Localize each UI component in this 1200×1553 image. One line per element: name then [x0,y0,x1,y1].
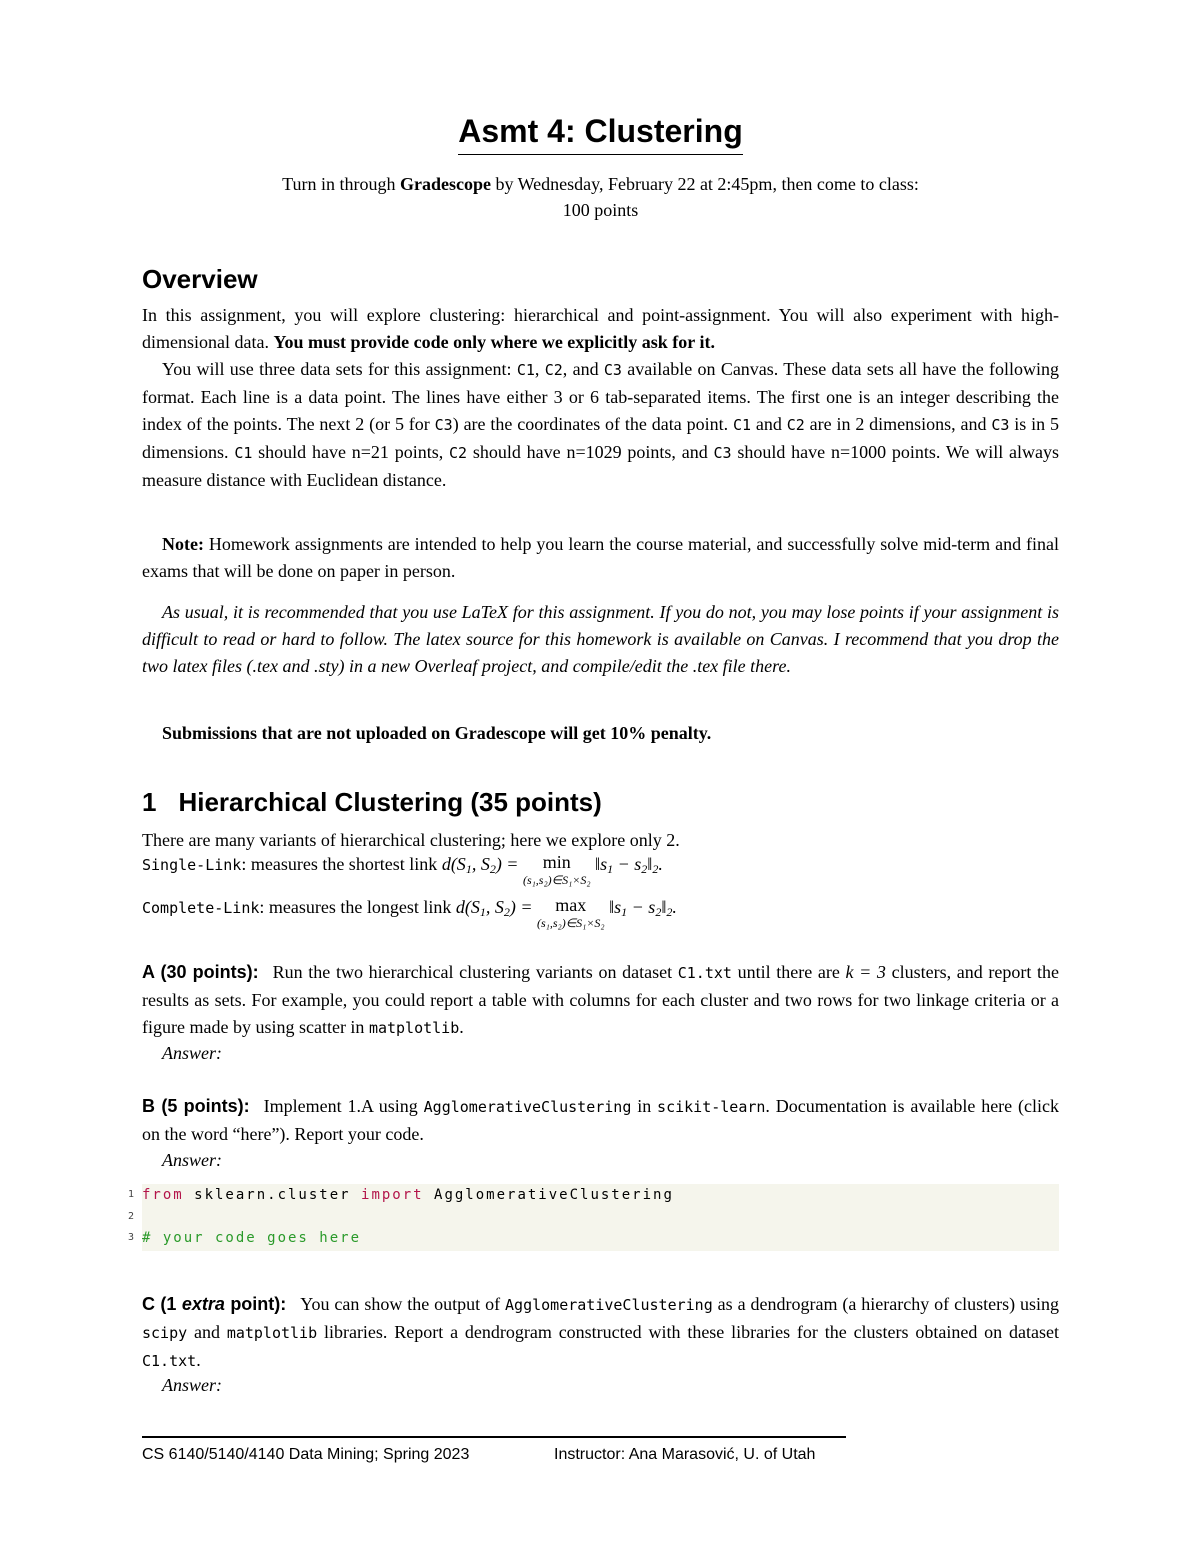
assignment-title-block [142,113,1059,155]
line-number: 2 [127,1211,134,1222]
imported-class: AgglomerativeClustering [423,1187,674,1203]
norm-expression: $‖s_1$ − $s_2‖_2$. [595,854,663,876]
min-operator [523,853,591,889]
overview-paragraph-2 [142,356,1059,494]
period: . [196,1350,201,1370]
assignment-title: Asmt 4: Clustering [458,113,742,155]
single-link-label: Single-Link [142,856,242,874]
question-c-text: You can show the output of [300,1294,506,1314]
code-comment: # your code goes here [142,1230,362,1246]
format-text: ) are the coordinates of the data point. [452,414,733,434]
section-1-intro: There are many variants of hierarchical clustering; here we explore only 2. [142,830,680,850]
question-b-text: . Documentation is available here (click on the word “here”). Report your code. [142,1096,1059,1144]
section-1-heading [142,787,602,818]
complete-link-definition [142,896,1059,932]
max-limits: (s₁,s₂)∈S₁×S₂ [537,916,605,930]
keyword-import: import [361,1187,424,1203]
question-c-label-end: point): [224,1294,287,1314]
format-text: are in 2 dimensions, and [804,414,992,434]
lib-scikit-learn: scikit-learn [657,1098,766,1116]
answer-b-label: Answer: [162,1150,222,1170]
norm-expression: $‖s_1$ − $s_2‖_2$. [609,897,677,919]
question-a [142,959,1059,1042]
question-b [142,1093,1059,1148]
dataset-c2: C2 [544,361,563,379]
question-b-text: Implement 1.A using [263,1096,424,1116]
code-line-1 [142,1187,674,1203]
deadline-text: by Wednesday, February 22 at 2:45pm [490,174,773,194]
question-a-text: until there are [731,962,846,982]
footer-rule [142,1436,846,1438]
distance-formula: $d(S_1$, $S_2$) = [441,854,523,876]
max-operator [537,896,605,932]
dataset-c2: C2 [449,444,468,462]
format-text: available on Canvas. These data sets all have the following format. Each line is a data point. The lines have either 3 or 6 tab-separated items. The first one is an integer describing the index of the points. The next 2 (or 5 for [142,359,1060,434]
lib-matplotlib: matplotlib [226,1324,318,1342]
min-limits: (s₁,s₂)∈S₁×S₂ [522,873,591,887]
note-label: Note: [162,534,204,554]
note-paragraph [142,531,1059,585]
format-text: should have n=21 points, [252,442,450,462]
section-number: 1 [142,787,157,817]
question-c [142,1291,1059,1375]
overview-intro-text: In this assignment, you will explore clustering: hierarchical and point-assignment. You will also experiment with high-dimensional data. [142,305,1059,352]
question-c-label-extra: extra [181,1294,225,1314]
file-c1: C1.txt [677,964,732,982]
format-text: should have n=1029 points, and [467,442,714,462]
overview-paragraph-1 [142,302,1059,356]
class-agglomerative: AgglomerativeClustering [505,1296,713,1314]
footer-instructor: Instructor: Ana Marasović, U. of Utah [554,1446,816,1463]
min-op: min [542,852,571,872]
code-requirement-text: You must provide code only where we explicitly ask for it. [273,332,715,352]
points-total: 100 points [562,200,639,220]
question-c-text: libraries. Report a dendrogram constructed with these libraries for the clusters obtained on dataset [317,1322,1059,1342]
document-page [127,0,1060,1553]
question-c-label: C (1 [142,1294,182,1314]
class-agglomerative: AgglomerativeClustering [423,1098,632,1116]
dataset-c3: C3 [991,416,1010,434]
question-b-text: in [631,1096,658,1116]
penalty-note: Submissions that are not uploaded on Gradescope will get 10% penalty. [162,723,712,743]
dataset-c1: C1 [516,361,535,379]
module-name: sklearn.cluster [183,1187,362,1203]
turn-in-post: , then come to class: [772,174,919,194]
turn-in-line [142,171,1059,197]
latex-note: As usual, it is recommended that you use LaTeX for this assignment. If you do not, you may lose points if your assignment is difficult to read or hard to follow. The latex source for this homework is available on Canvas. I recommend that you drop the two latex files (.tex and .sty) in a new Overleaf project, and compile/edit the .tex file there. [142,602,1059,676]
dataset-c3: C3 [434,416,453,434]
answer-c-label: Answer: [162,1375,222,1395]
question-a-text: clusters, and report the results as sets. For example, you could report a table with columns for each cluster and two rows for two linkage criteria or a figure made by using scatter in [142,962,1059,1037]
answer-a-label: Answer: [162,1043,222,1063]
sep: , and [562,359,604,379]
datasets-text: You will use three data sets for this assignment: [162,359,517,379]
turn-in-pre: Turn in through [282,174,400,194]
dataset-c2: C2 [786,416,805,434]
dataset-c3: C3 [603,361,622,379]
code-block [127,1184,1059,1251]
sep: , [534,359,545,379]
complete-link-text: : measures the longest link [259,897,456,917]
max-op: max [555,895,587,915]
question-a-text: Run the two hierarchical clustering variants on dataset [272,962,678,982]
line-number: 1 [127,1189,134,1200]
overview-heading: Overview [142,264,258,294]
single-link-text: : measures the shortest link [241,854,442,874]
question-c-text: as a dendrogram (a hierarchy of clusters) using [712,1294,1059,1314]
lib-matplotlib: matplotlib [368,1019,460,1037]
keyword-from: from [142,1187,184,1203]
period: . [459,1017,464,1037]
format-text: should have n=1000 points. We will always measure distance with Euclidean distance. [142,442,1059,490]
footer-course: CS 6140/5140/4140 Data Mining; Spring 2023 [142,1446,470,1463]
file-c1: C1.txt [142,1352,197,1370]
dataset-c3: C3 [713,444,732,462]
section-title: Hierarchical Clustering (35 points) [178,787,602,817]
lib-scipy: scipy [142,1324,188,1342]
format-text: is in 5 dimensions. [142,414,1060,462]
dataset-c1: C1 [732,416,752,434]
single-link-definition [142,853,1059,889]
note-text: Homework assignments are intended to help you learn the course material, and successfully solve mid-term and final exams that will be done on paper in person. [142,534,1059,581]
question-a-label: A (30 points): [142,962,259,982]
distance-formula: $d(S_1$, $S_2$) = [455,897,538,919]
line-number: 3 [127,1232,134,1243]
k-value: k = 3 [845,962,886,982]
gradescope-name: Gradescope [399,174,491,194]
complete-link-label: Complete-Link [142,899,260,917]
question-b-label: B (5 points): [142,1096,250,1116]
sep: and [751,414,787,434]
question-c-text: and [187,1322,227,1342]
dataset-c1: C1 [234,444,253,462]
